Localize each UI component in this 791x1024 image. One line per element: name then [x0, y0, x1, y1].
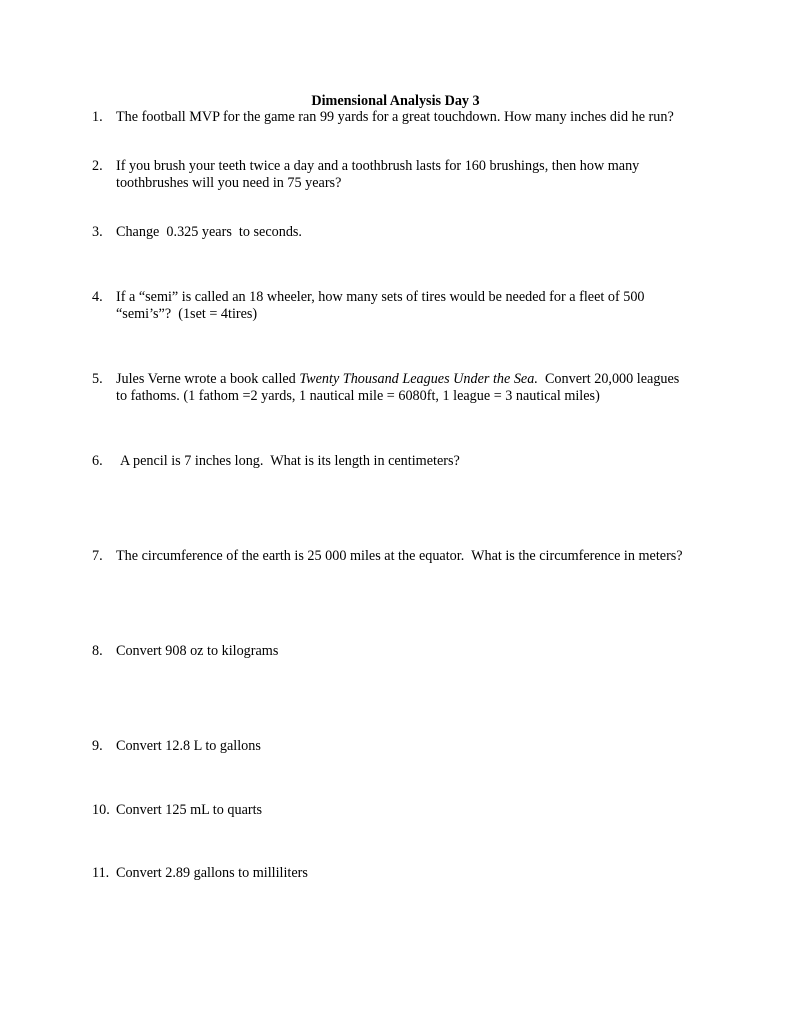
question-1: [92, 109, 702, 126]
question-7: [92, 548, 702, 565]
question-text: [116, 865, 702, 882]
question-line: The football MVP for the game ran 99 yards for a great touchdown. How many inches did he run?: [116, 109, 674, 125]
question-9: [92, 738, 702, 755]
question-text: [116, 109, 702, 126]
question-11: [92, 865, 702, 882]
question-number: 1.: [92, 109, 103, 125]
question-line: Convert 12.8 L to gallons: [116, 738, 261, 754]
question-line: If a “semi” is called an 18 wheeler, how many sets of tires would be needed for a fleet of 500: [116, 289, 645, 305]
question-number: 3.: [92, 224, 103, 240]
question-number: 7.: [92, 548, 103, 564]
question-text: [120, 453, 702, 470]
question-text: [116, 548, 702, 565]
question-8: [92, 643, 702, 660]
question-line: The circumference of the earth is 25 000 miles at the equator. What is the circumference in meters?: [116, 548, 683, 564]
question-10: [92, 802, 702, 819]
question-text-pre: Jules Verne wrote a book called: [116, 371, 300, 387]
question-line: toothbrushes will you need in 75 years?: [116, 175, 342, 191]
question-line: Convert 2.89 gallons to milliliters: [116, 865, 308, 881]
question-line: A pencil is 7 inches long. What is its length in centimeters?: [120, 453, 460, 469]
question-line: Change 0.325 years to seconds.: [116, 224, 302, 240]
question-number: 4.: [92, 289, 103, 305]
question-4: [92, 289, 702, 323]
question-number: 10.: [92, 802, 110, 818]
question-line: Convert 908 oz to kilograms: [116, 643, 279, 659]
question-number: 11.: [92, 865, 110, 881]
question-number: 8.: [92, 643, 103, 659]
page-title: Dimensional Analysis Day 3: [311, 93, 480, 109]
question-text: [116, 289, 702, 323]
question-line: Convert 125 mL to quarts: [116, 802, 263, 818]
question-number: 5.: [92, 371, 103, 387]
question-line: If you brush your teeth twice a day and a toothbrush lasts for 160 brushings, then how many: [116, 158, 640, 174]
question-5: [92, 371, 702, 405]
question-text: [116, 224, 702, 241]
question-line: to fathoms. (1 fathom =2 yards, 1 nautical mile = 6080ft, 1 league = 3 nautical miles): [116, 388, 600, 404]
question-line: [116, 371, 702, 388]
question-text: [116, 802, 702, 819]
question-number: 9.: [92, 738, 103, 754]
question-number: 2.: [92, 158, 103, 174]
question-line: “semi’s”? (1set = 4tires): [116, 306, 258, 322]
book-title: Twenty Thousand Leagues Under the Sea.: [299, 371, 538, 387]
question-text: [116, 738, 702, 755]
question-text: [116, 371, 702, 405]
question-2: [92, 158, 702, 192]
question-text-post: Convert 20,000 leagues: [537, 371, 680, 387]
question-text: [116, 643, 702, 660]
question-6: [92, 453, 702, 470]
question-3: [92, 224, 702, 241]
question-text: [116, 158, 702, 192]
question-number: 6.: [92, 453, 103, 469]
